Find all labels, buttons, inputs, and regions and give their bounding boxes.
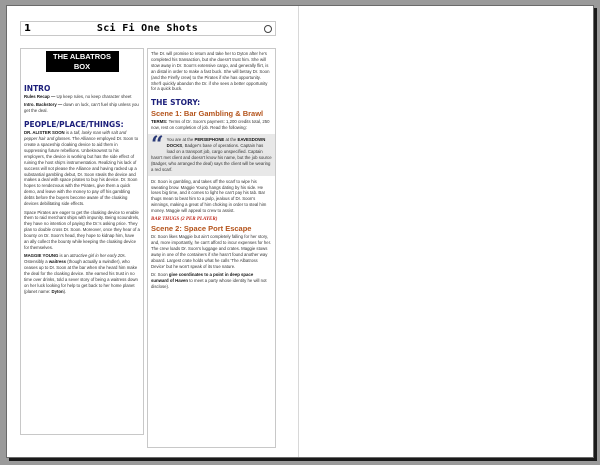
intro-backstory: Intro. Backstory — down on luck, can't fuel ship unless you get the deal. (24, 102, 139, 114)
scene2-paragraph: Dr. Soon likes Maggie but ain't completely falling for her story, and, more importantly, he can't afford to incur expenses for her. The crew loads Dr. Soon's luggage and crates. Maggie stows away in one of the containers if she hasn't found another way aboard. Largest crate holds what he calls 'The Albatross Device' but he won't speak of its true nature. (151, 234, 272, 269)
scene2-heading: Scene 2: Space Port Escape (151, 224, 252, 234)
title-line-1: THE ALBATROS (53, 52, 111, 61)
page-number: 1 (24, 23, 31, 34)
story-heading: THE STORY: (151, 98, 201, 108)
rules-recap: Rules Recap — Up keep rules, no keep character sheet (24, 94, 132, 99)
title-box (46, 51, 119, 72)
circle-icon (264, 25, 272, 33)
bar-thugs-label: BAR THUGS (2 PER PLAYER) (151, 216, 218, 222)
final-paragraph: Dr. Soon give coordinates to a point in deep space sunward of Haven to meet a party whose identity he will not disclose). (151, 272, 267, 290)
document-title: Sci Fi One Shots (96, 23, 199, 34)
continuation-paragraph: The Dr. will promise to return and take her to Dyton after he's completed his transaction, but she doesn't trust him. She will stow away in Dr. Soon's extensive cargo, and generally flirt, is an distal in order to make a fast buck. She will betray Dr. Soon (and the Firefly crew) to the Pirates if she has opportunity. She'll quickly abandon the Dr. if she sees a better opportunity for a quick buck. (151, 51, 270, 92)
soon-paragraph: DR. ALISTER SOON is a tall, lanky man with salt and pepper hair and glasses. The Alliance employed Dr. Soon to create a spaceship cloaking device to aid them in suppressing future rebellions. Unbeknownst to his employers, the device is working but has the side effect of ruining the host ship's instrumentation. Realizing his lack of success will not please the Alliance and having racked up a substantial gambling debut, Dr. Soon steals the device and makes a deal with space pirates to buy his device. Dr. Soon hopes to rendezvous with the Pirates, give them a quick demo, and leave with the money to pay off his gambling debts before the buyers become aware of the cloaking devices debilitating side effects. (24, 130, 139, 207)
people-heading: PEOPLE/PLACE/THINGS: (24, 120, 124, 130)
document-spread (6, 5, 594, 458)
terms-paragraph: TERMS: Terms of Dr. Soon's payment: 1,200 credits total, 250 now, rest on completion of job. Read the following: (151, 119, 270, 131)
pirates-paragraph: Space Pirates are eager to get the cloaking device to enable them to raid merchant ships with impunity. Being scoundrels, they have no intention of paying the Dr.'s asking price. They plan to double cross Dr. Soon. Moreover, once they hear of a bounty on Dr. Soon's head, they hope to kidnap him, have an ally collect the bounty while keeping the cloaking device for themselves. (24, 209, 140, 250)
page-left (7, 6, 299, 457)
intro-heading: INTRO (24, 84, 51, 93)
title-line-2: BOX (73, 61, 91, 71)
read-aloud-quote: “ You are at the PERSEPHONE at the EAVESDOWN DOCKS, Badger's base of operations. Captain has load on a transport job, cargo unspecified. Captain hasn't met client and doesn't know his name, but the job source (Badger, who arranged the deal) says the client will be wearing a red scarf. (148, 134, 275, 175)
page-header (20, 21, 276, 36)
maggie-paragraph: MAGGIE YOUNG is an attractive girl in her early 20s. Ostensibly a waitress (though actually a swindler), who ceases up to Dr. Soon at the bar when she heard him make the deal for the cloaking device. She earned his trust in no time over drinks, told a sever story of being a waitress down on her luck looking for help to get back to her home planet (planet name: Dyton). (24, 253, 138, 294)
right-column (147, 48, 276, 448)
page-right-blank (299, 6, 593, 457)
left-column (20, 48, 144, 435)
quote-mark-icon: “ (151, 132, 164, 159)
scene1-paragraph: Dr. Soon is gambling, and takes off the scarf to wipe his sweating brow. Maggie Young hangs dating by his side. He loses big time, and it comes to light he can't pay his tab. Bar thugs mean to beat him to a pulp, jealous of Dr. Soon's winnings, making a great of him choking in order to steal him money. Maggie will appeal to crew to assist. (151, 178, 267, 214)
scene1-heading: Scene 1: Bar Gambling & Brawl (151, 109, 264, 119)
